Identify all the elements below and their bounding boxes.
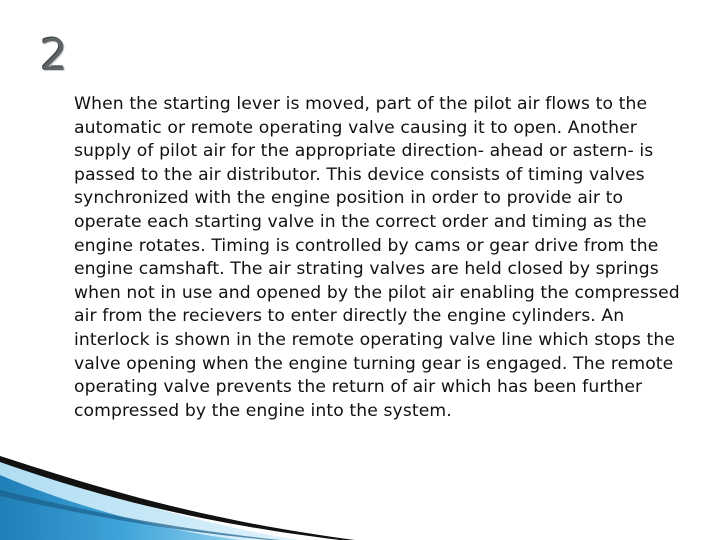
bullet-list <box>50 93 680 423</box>
slide-number: 2 <box>40 30 68 81</box>
decorative-swoosh <box>0 430 360 540</box>
bullet-paragraph: When the starting lever is moved, part of the pilot air flows to the automatic or remote operating valve causing it to open. Another supply of pilot air for the appropriate direction- ahead or astern- is passed to the air distributor. This device consists of timing valves synchronized with the engine position in order to provide air to operate each starting valve in the correct order and timing as the engine rotates. Timing is controlled by cams or gear drive from the engine camshaft. The air strating valves are held closed by springs when not in use and opened by the pilot air enabling the compressed air from the recievers to enter directly the engine cylinders. An interlock is shown in the remote operating valve line which stops the valve opening when the engine turning gear is engaged. The remote operating valve prevents the return of air which has been further compressed by the engine into the system. <box>74 94 680 421</box>
bullet-item <box>50 93 680 423</box>
